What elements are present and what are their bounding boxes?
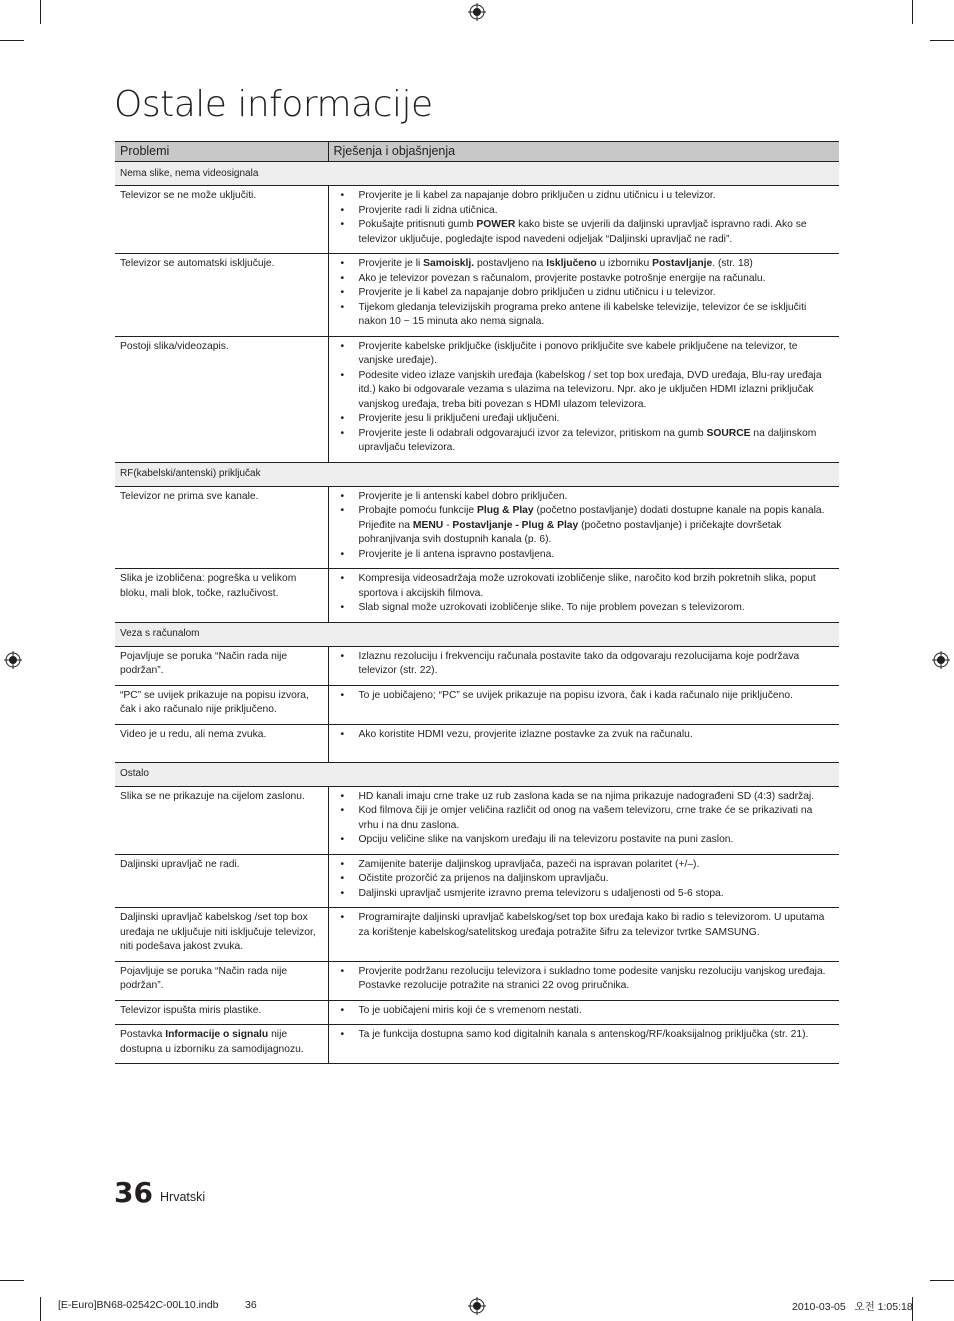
problem-cell: Slika je izobličena: pogreška u velikom bloku, mali blok, točke, razlučivost. bbox=[115, 569, 328, 623]
solution-item: • To je uobičajeni miris koji će s vremenom nestati. bbox=[341, 1004, 832, 1019]
solution-item: • Provjerite podržanu rezoluciju televizora i sukladno tome podesite vanjsku rezoluciju vanjskog uređaja. Postavke rezolucije potražite na stranici 22 ovog priručnika. bbox=[341, 965, 832, 994]
solution-list bbox=[341, 257, 832, 330]
table-row bbox=[115, 724, 839, 762]
problem-cell: Daljinski upravljač kabelskog /set top box uređaja ne uključuje niti isključuje televizor, niti podešava jakost zvuka. bbox=[115, 908, 328, 962]
solution-list bbox=[341, 728, 832, 743]
solution-cell bbox=[328, 724, 839, 762]
solution-cell bbox=[328, 254, 839, 337]
problem-cell: Slika se ne prikazuje na cijelom zaslonu. bbox=[115, 786, 328, 854]
table-row bbox=[115, 486, 839, 569]
table-row bbox=[115, 646, 839, 685]
solution-item: • Pokušajte pritisnuti gumb POWER kako biste se uvjerili da daljinski upravljač ispravno radi. Ako se televizor uključuje, pogledajte ispod navedeni odjeljak “Daljinski upravljač ne radi”. bbox=[341, 218, 832, 247]
section-row bbox=[115, 162, 839, 186]
solution-item: • HD kanali imaju crne trake uz rub zaslona kada se na njima prikazuje nadograđeni SD (4:3) sadržaj. bbox=[341, 790, 832, 805]
solution-item: • Slab signal može uzrokovati izobličenje slike. To nije problem povezan s televizorom. bbox=[341, 601, 832, 616]
registration-mark-icon bbox=[932, 651, 950, 669]
table-header-row bbox=[115, 142, 839, 162]
solution-cell bbox=[328, 854, 839, 908]
problem-cell: Daljinski upravljač ne radi. bbox=[115, 854, 328, 908]
table-row bbox=[115, 1000, 839, 1025]
solution-list bbox=[341, 572, 832, 616]
registration-mark-icon bbox=[468, 1297, 486, 1315]
slug-file-page: 36 bbox=[245, 1299, 257, 1311]
solution-item: • Ako koristite HDMI vezu, provjerite izlazne postavke za zvuk na računalu. bbox=[341, 728, 832, 743]
registration-mark-icon bbox=[468, 3, 486, 21]
table-row bbox=[115, 254, 839, 337]
problem-cell: Televizor se ne može uključiti. bbox=[115, 186, 328, 254]
solution-item: • Tijekom gledanja televizijskih programa preko antene ili kabelske televizije, televizor će se isključiti nakon 10 ~ 15 minuta ako nema signala. bbox=[341, 301, 832, 330]
solution-cell bbox=[328, 961, 839, 1000]
solution-item: • Daljinski upravljač usmjerite izravno prema televizoru s udaljenosti od 5-6 stopa. bbox=[341, 887, 832, 902]
table-row bbox=[115, 961, 839, 1000]
crop-mark-bottom-left-v bbox=[40, 1297, 41, 1321]
solution-item: • Provjerite radi li zidna utičnica. bbox=[341, 204, 832, 219]
section-row bbox=[115, 462, 839, 486]
problem-cell: Video je u redu, ali nema zvuka. bbox=[115, 724, 328, 762]
table-row bbox=[115, 186, 839, 254]
solution-cell bbox=[328, 908, 839, 962]
page-language: Hrvatski bbox=[160, 1190, 206, 1204]
solution-item: • Provjerite jesu li priključeni uređaji uključeni. bbox=[341, 412, 832, 427]
solution-item: • Ta je funkcija dostupna samo kod digitalnih kanala s antenskog/RF/koaksijalnog priključka (str. 21). bbox=[341, 1028, 832, 1043]
crop-mark-bottom-right-h bbox=[930, 1280, 954, 1281]
solution-item: • Programirajte daljinski upravljač kabelskog/set top box uređaja kako bi radio s televizorom. U uputama za korištenje kabelskog/satelitskog uređaja potražite šifru za televizor tvrtke SAMSUNG. bbox=[341, 911, 832, 940]
problem-cell: Pojavljuje se poruka “Način rada nije podržan”. bbox=[115, 646, 328, 685]
solution-list bbox=[341, 911, 832, 940]
solution-cell bbox=[328, 486, 839, 569]
table-body bbox=[115, 162, 839, 1064]
header-problems: Problemi bbox=[115, 142, 328, 162]
section-title: Ostalo bbox=[115, 762, 839, 786]
problem-cell: Televizor ispušta miris plastike. bbox=[115, 1000, 328, 1025]
problem-cell: Televizor se automatski isključuje. bbox=[115, 254, 328, 337]
solution-item: • Kod filmova čiji je omjer veličina različit od onog na vašem televizoru, crne trake će se prikazivati na vrhu i na dnu zaslona. bbox=[341, 804, 832, 833]
solution-list bbox=[341, 1028, 832, 1043]
solution-item: • Opciju veličine slike na vanjskom uređaju ili na televizoru postavite na puni zaslon. bbox=[341, 833, 832, 848]
solution-cell bbox=[328, 1025, 839, 1064]
solution-item: • Provjerite je li kabel za napajanje dobro priključen u zidnu utičnicu i u televizor. bbox=[341, 286, 832, 301]
solution-list bbox=[341, 1004, 832, 1019]
solution-item: • Podesite video izlaze vanjskih uređaja (kabelskog / set top box uređaja, DVD uređaja, Blu-ray uređaja itd.) kako bi odgovarale vezama s ulazima na televizoru. Npr. ako je uključen HDMI izlazni priključak vanjskog uređaja, treba biti povezan s HDMI ulazom televizora. bbox=[341, 369, 832, 413]
page-title: Ostale informacije bbox=[114, 84, 433, 125]
troubleshooting-table bbox=[115, 141, 839, 1064]
solution-list bbox=[341, 189, 832, 247]
section-row bbox=[115, 762, 839, 786]
solution-item: • Provjerite je li antenski kabel dobro priključen. bbox=[341, 490, 832, 505]
section-row bbox=[115, 622, 839, 646]
crop-mark-top-right-v bbox=[912, 0, 913, 24]
table-row bbox=[115, 908, 839, 962]
solution-cell bbox=[328, 646, 839, 685]
crop-mark-top-right-h bbox=[930, 40, 954, 41]
solution-item: • Kompresija videosadržaja može uzrokovati izobličenje slike, naročito kod brzih pokretnih slika, poput sportova i akcijskih filmova. bbox=[341, 572, 832, 601]
solution-list bbox=[341, 689, 832, 704]
solution-cell bbox=[328, 186, 839, 254]
problem-cell: Postoji slika/videozapis. bbox=[115, 336, 328, 462]
solution-cell bbox=[328, 336, 839, 462]
problem-cell: Pojavljuje se poruka “Način rada nije podržan”. bbox=[115, 961, 328, 1000]
problem-cell: Postavka Informacije o signalu nije dostupna u izborniku za samodijagnozu. bbox=[115, 1025, 328, 1064]
page-number: 36 bbox=[114, 1176, 153, 1209]
slug-file-name: [E-Euro]BN68-02542C-00L10.indb bbox=[58, 1299, 219, 1311]
solution-item: • Zamijenite baterije daljinskog upravljača, pazeći na ispravan polaritet (+/–). bbox=[341, 858, 832, 873]
table-row bbox=[115, 854, 839, 908]
solution-item: • Provjerite kabelske priključke (isključite i ponovo priključite sve kabele priključene na televizor, te vanjske uređaje). bbox=[341, 340, 832, 369]
solution-list bbox=[341, 858, 832, 902]
solution-list bbox=[341, 965, 832, 994]
solution-item: • Očistite prozorčić za prijenos na daljinskom upravljaču. bbox=[341, 872, 832, 887]
problem-cell: “PC” se uvijek prikazuje na popisu izvora, čak i ako računalo nije priključeno. bbox=[115, 685, 328, 724]
section-title: RF(kabelski/antenski) priključak bbox=[115, 462, 839, 486]
table-row bbox=[115, 786, 839, 854]
slug-date-time: 2010-03-05 오전 1:05:18 bbox=[792, 1301, 913, 1313]
solution-list bbox=[341, 340, 832, 456]
solution-cell bbox=[328, 1000, 839, 1025]
solution-list bbox=[341, 490, 832, 563]
table-row bbox=[115, 569, 839, 623]
table-row bbox=[115, 336, 839, 462]
problem-cell: Televizor ne prima sve kanale. bbox=[115, 486, 328, 569]
solution-item: • Provjerite je li kabel za napajanje dobro priključen u zidnu utičnicu i u televizor. bbox=[341, 189, 832, 204]
solution-item: • To je uobičajeno; “PC” se uvijek prikazuje na popisu izvora, čak i kada računalo nije priključeno. bbox=[341, 689, 832, 704]
header-solutions: Rješenja i objašnjenja bbox=[328, 142, 839, 162]
solution-item: • Provjerite je li Samoisklj. postavljeno na Isključeno u izborniku Postavljanje. (str. 18) bbox=[341, 257, 832, 272]
solution-item: • Provjerite jeste li odabrali odgovarajući izvor za televizor, pritiskom na gumb SOURCE na daljinskom upravljaču televizora. bbox=[341, 427, 832, 456]
solution-list bbox=[341, 790, 832, 848]
solution-item: • Probajte pomoću funkcije Plug & Play (početno postavljanje) dodati dostupne kanale na popis kanala. Prijeđite na MENU - Postavljanje - Plug & Play (početno postavljanje) i pričekajte dovršetak pohranjivanja svih dostupnih kanala (p. 6). bbox=[341, 504, 832, 548]
registration-mark-icon bbox=[4, 651, 22, 669]
section-title: Veza s računalom bbox=[115, 622, 839, 646]
solution-list bbox=[341, 650, 832, 679]
solution-cell bbox=[328, 685, 839, 724]
solution-item: • Provjerite je li antena ispravno postavljena. bbox=[341, 548, 832, 563]
section-title: Nema slike, nema videosignala bbox=[115, 162, 839, 186]
solution-item: • Ako je televizor povezan s računalom, provjerite postavke potrošnje energije na računalu. bbox=[341, 272, 832, 287]
crop-mark-top-left-h bbox=[0, 40, 24, 41]
solution-item: • Izlaznu rezoluciju i frekvenciju računala postavite tako da odgovaraju rezolucijama koje podržava televizor (str. 22). bbox=[341, 650, 832, 679]
solution-cell bbox=[328, 786, 839, 854]
crop-mark-bottom-left-h bbox=[0, 1280, 24, 1281]
table-row bbox=[115, 1025, 839, 1064]
table-row bbox=[115, 685, 839, 724]
crop-mark-top-left-v bbox=[40, 0, 41, 24]
solution-cell bbox=[328, 569, 839, 623]
